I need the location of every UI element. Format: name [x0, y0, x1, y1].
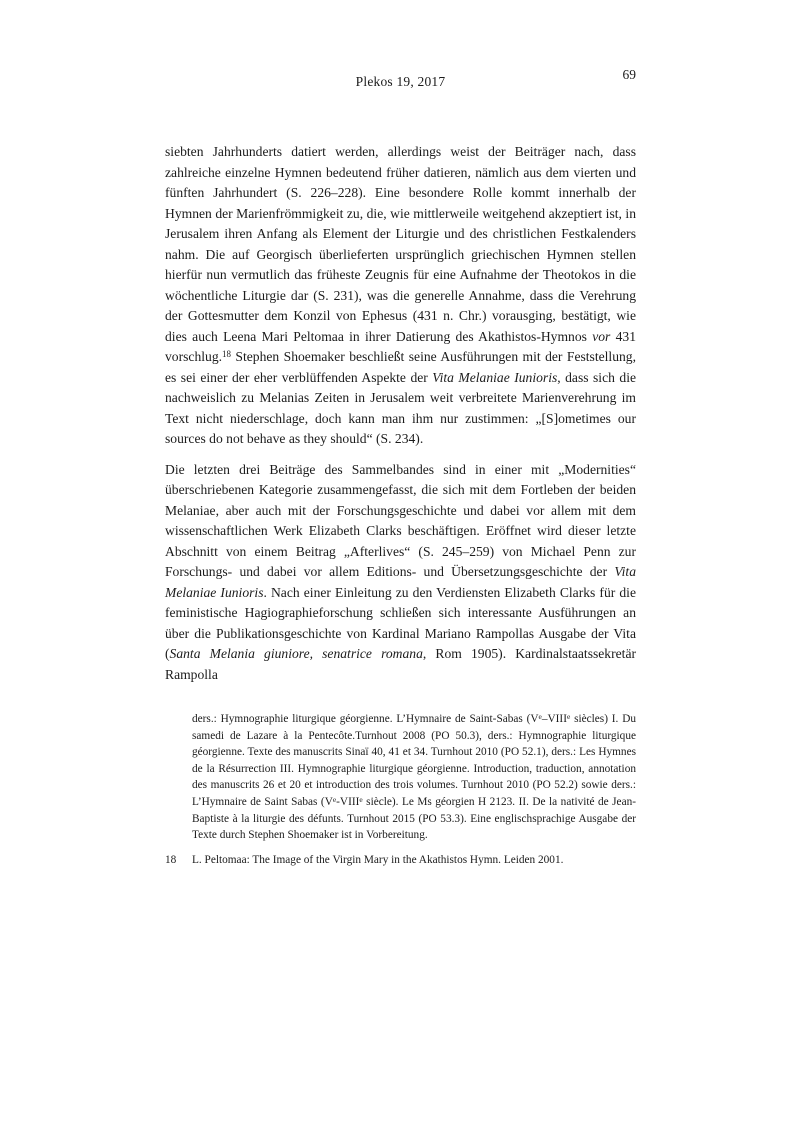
- text-column: [165, 0, 636, 868]
- superscript-ordinal: e: [538, 711, 542, 721]
- superscript-ordinal: e: [566, 711, 571, 721]
- running-title: Plekos 19, 2017: [355, 74, 446, 89]
- footnote-18-number: 18: [165, 853, 177, 866]
- page-number: 69: [622, 67, 636, 82]
- footnote-continuation: [192, 711, 636, 844]
- footnote-continuation-text: siècle). Le Ms géorgien H 2123. II. De la nativité de Jean-Baptiste à la liturgie des défunts. Turnhout 2015 (PO 53.3). Eine englischsprachige Ausgabe der Texte durch Stephen Shoemaker ist in Vorbereitung.: [192, 795, 636, 842]
- footnote-18-text: L. Peltomaa: The Image of the Virgin Mary in the Akathistos Hymn. Leiden 2001.: [192, 853, 564, 866]
- emphasis-vor: vor: [592, 328, 611, 344]
- paragraph-1-text: 431 vorschlug.: [165, 328, 636, 364]
- paragraph-2-text: . Nach einer Einleitung zu den Verdiensten Elizabeth Clarks für die feministische Hagiographieforschung schließen sich interessante Ausführungen an über die Publikationsgeschichte von Kardinal Mariano Rampollas Ausgabe der Vita (: [165, 584, 636, 661]
- paragraph-2-text: Die letzten drei Beiträge des Sammelbandes sind in einer mit „Modernities“ überschriebenen Kategorie zusammengefasst, die sich mit dem Fortleben der beiden Melaniae, aber auch mit der Forschungsgeschichte und dabei vor allem mit dem wissenschaftlichen Werk Elizabeth Clarks beschäftigen. Eröffnet wird dieser letzte Abschnitt von einem Beitrag „Afterlives“ (S. 245–259) von Michael Penn zur Forschungs- und dabei vor allem Editions- und Übersetzungsgeschichte der: [165, 461, 636, 579]
- work-title-vita-melaniae: Vita Melaniae Iunioris: [432, 369, 558, 385]
- work-title-vita-melaniae: Vita Melaniae Iunioris: [165, 564, 636, 600]
- paragraph-1-text: Stephen Shoemaker beschließt seine Ausführungen mit der Feststellung, es sei einer der eher verblüffenden Aspekte der: [165, 349, 636, 385]
- work-title-santa-melania: Santa Melania giuniore, senatrice romana: [169, 646, 423, 661]
- main-text: [165, 142, 636, 685]
- paragraph-2: [165, 460, 636, 686]
- footnote-continuation-text: -VIII: [336, 795, 360, 808]
- paragraph-1-text: , dass sich die nachweislich zu Melanias Zeiten in Jerusalem weit verbreitete Marienverehrung im Text nicht niederschlage, doch kann man ihm nur zustimmen: „[S]ometimes our sources do not behave as they should“ (S. 234).: [165, 369, 636, 446]
- paragraph-2-text: , Rom 1905). Kardinalstaatssekretär Rampolla: [165, 646, 637, 682]
- footnotes-section: [165, 711, 636, 868]
- footnote-continuation-text: –VIII: [541, 713, 567, 725]
- paragraph-1-text: siebten Jahrhunderts datiert werden, allerdings weist der Beiträger nach, dass zahlreiche einzelne Hymnen bedeutend früher datieren, nämlich aus dem vierten und fünften Jahrhundert (S. 226–228). Eine besondere Rolle kommt innerhalb der Hymnen der Marienfrömmigkeit zu, die, wie mittlerweile weitgehend akzeptiert ist, in Jerusalem ihren Anfang als Element der Liturgie und des christlichen Festkalenders nahm. Die auf Georgisch überlieferten ursprünglich griechischen Hymnen stellen hierfür nun vermutlich das früheste Zeugnis für eine Aufnahme der Theotokos in die wöchentliche Liturgie dar (S. 231), was die generelle Annahme, dass die Verehrung der Gottesmutter dem Konzil von Ephesus (431 n. Chr.) vorausging, bestätigt, wie dies auch Leena Mari Peltomaa in ihrer Datierung des Akathistos-Hymnos: [165, 144, 636, 344]
- footnote-18: [165, 852, 636, 869]
- footnote-ref-18: 18: [222, 348, 231, 359]
- page-header: [165, 0, 636, 92]
- footnote-continuation-text: ders.: Hymnographie liturgique géorgienne. L’Hymnaire de Saint-Sabas (V: [192, 713, 539, 725]
- superscript-ordinal: e: [359, 794, 363, 804]
- superscript-ordinal: e: [332, 794, 337, 804]
- footnote-continuation-text: siècles) I. Du samedi de Lazare à la Pentecôte.Turnhout 2008 (PO 50.3), ders.: Hymnographie liturgique géorgienne. Texte des manuscrits Sinaï 40, 41 et 34. Turnhout 2010 (PO 52.1), ders.: Les Hymnes de la Résurrection III. Hymnographie liturgique géorgienne. Introduction, traduction, annotation des manuscrits 26 et 20 et introduction des trois volumes. Turnhout 2010 (PO 52.2) sowie ders.: L’Hymnaire de Saint Sabas (V: [192, 713, 636, 808]
- paragraph-1: [165, 142, 636, 450]
